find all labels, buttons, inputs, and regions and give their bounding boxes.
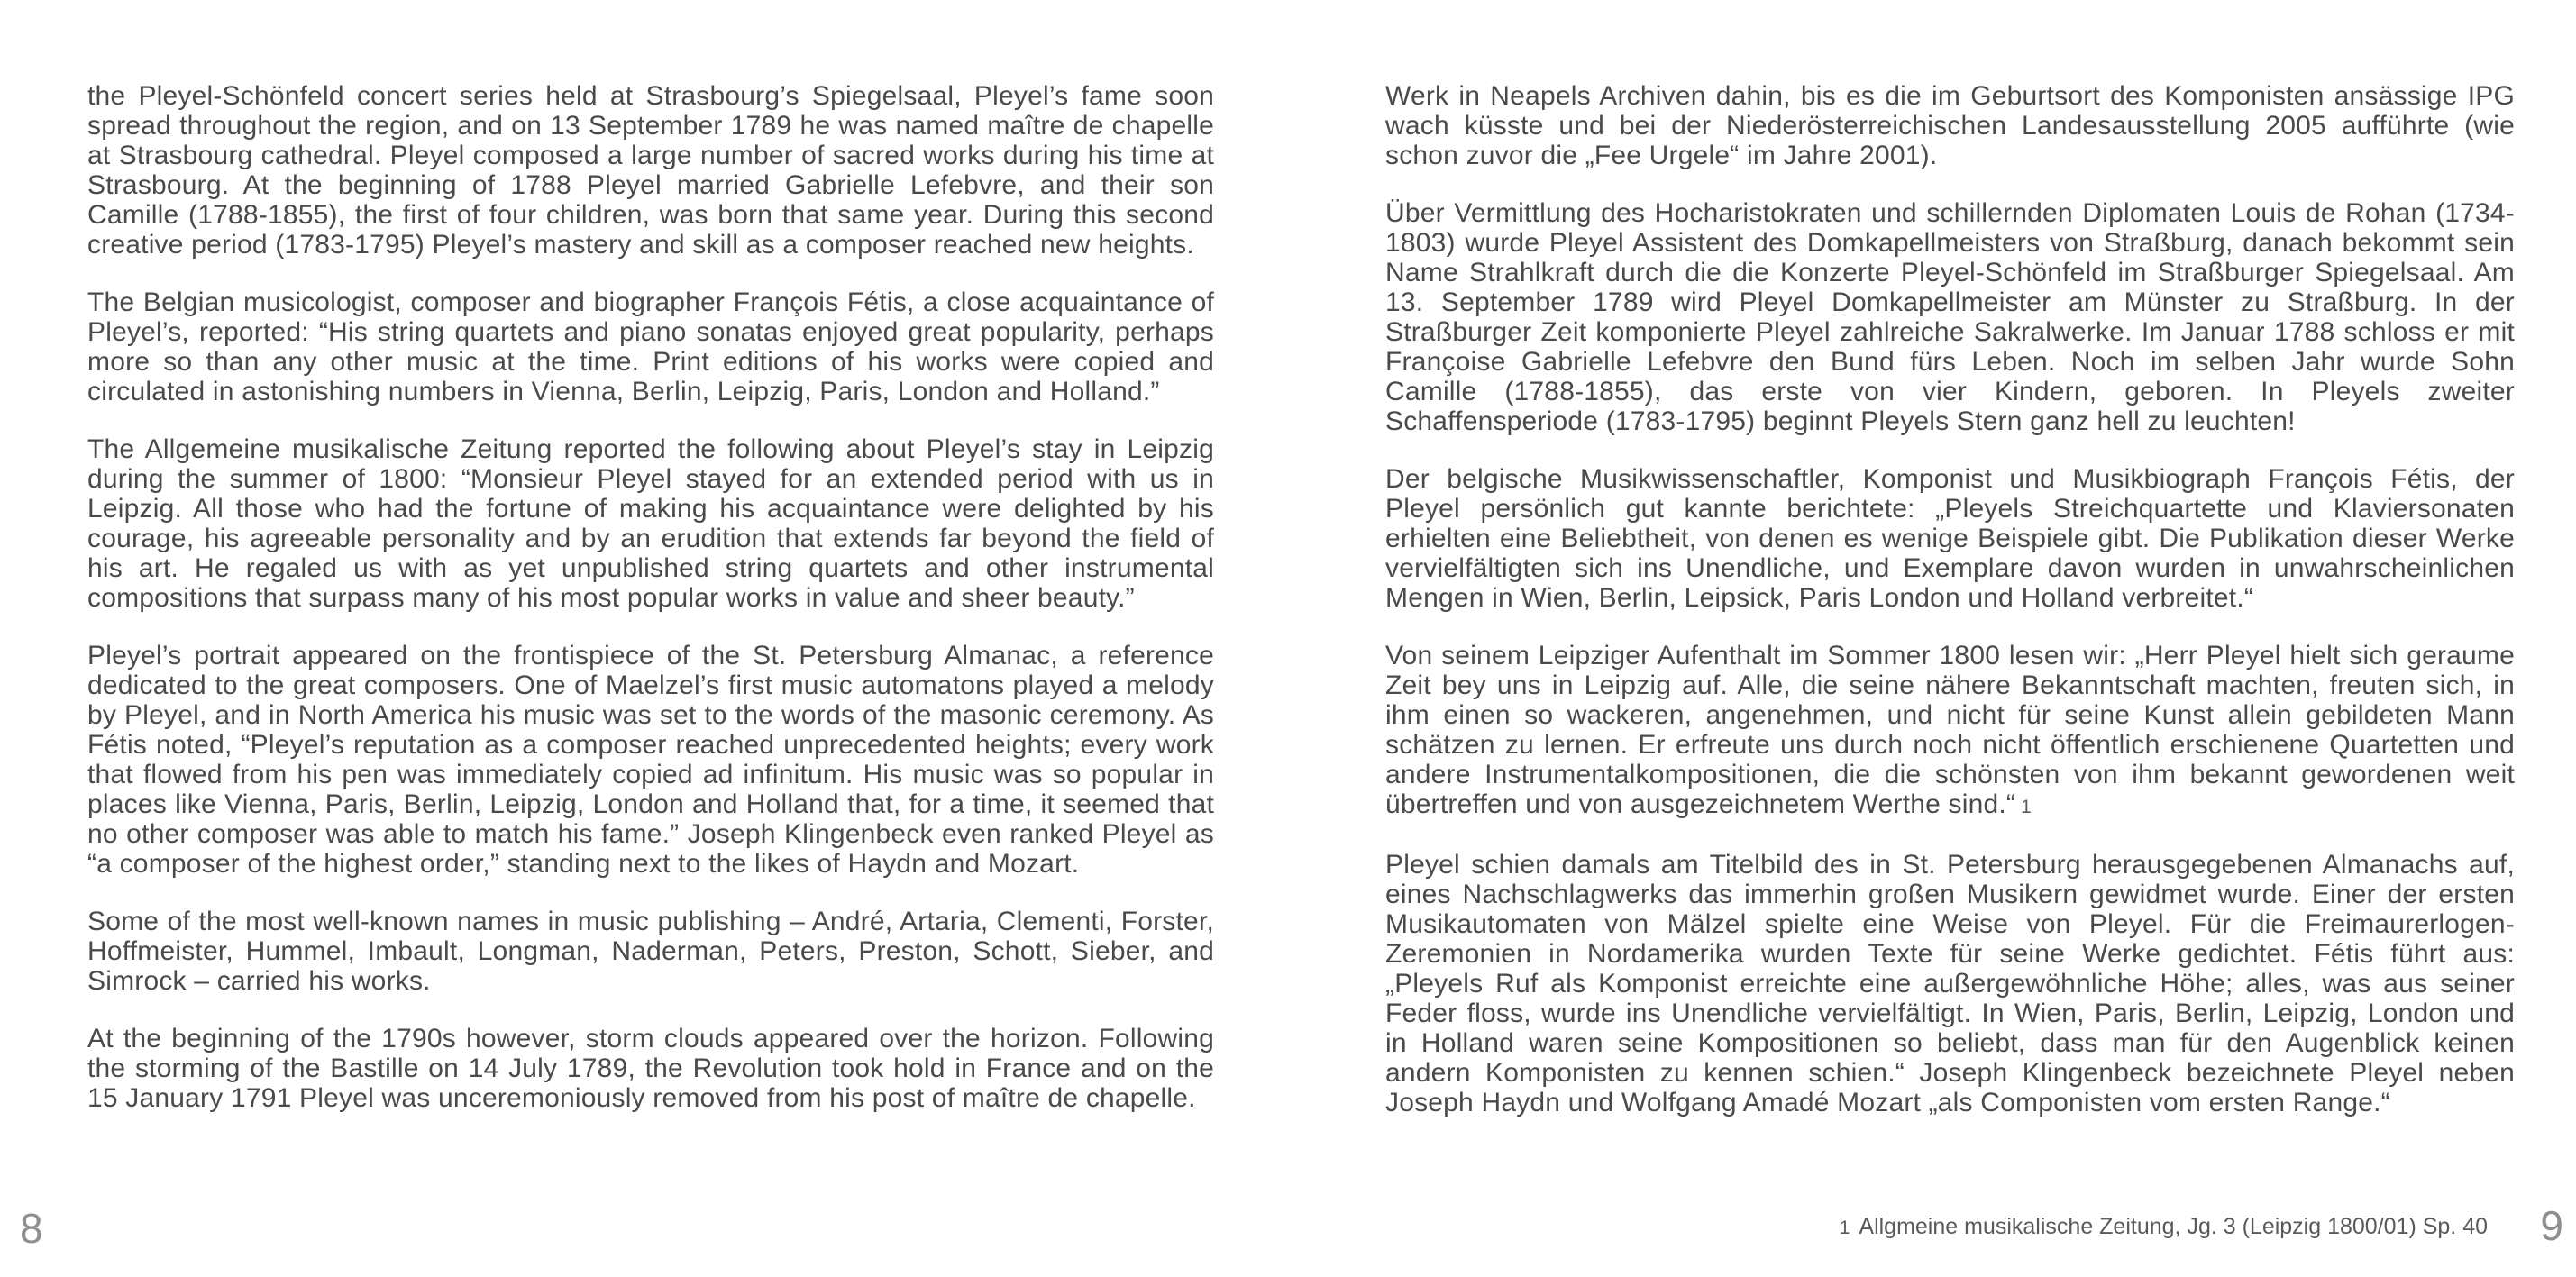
footnote	[1840, 1214, 2488, 1241]
right-text-column	[1385, 81, 2515, 1117]
paragraph-de-4	[1385, 641, 2515, 822]
footnote-text: Allgmeine musikalische Zeitung, Jg. 3 (Leipzig 1800/01) Sp. 40	[1859, 1214, 2488, 1239]
paragraph-en-2: The Belgian musicologist, composer and biographer François Fétis, a close acquaintance of Pleyel’s, reported: “His string quartets and piano sonatas enjoyed great popularity, perhaps more so than any other music at the time. Print editions of his works were copied and circulated in astonishing numbers in Vienna, Berlin, Leipzig, Paris, London and Holland.”	[87, 287, 1214, 406]
left-text-column	[87, 81, 1214, 1113]
paragraph-en-5: Some of the most well-known names in music publishing – André, Artaria, Clementi, Forster, Hoffmeister, Hummel, Imbault, Longman, Naderman, Peters, Preston, Schott, Sieber, and Simrock – carried his works.	[87, 907, 1214, 996]
paragraph-en-6: At the beginning of the 1790s however, storm clouds appeared over the horizon. Following the storming of the Bastille on 14 July 1789, the Revolution took hold in France and on the 15 January 1791 Pleyel was unceremoniously removed from his post of maître de chapelle.	[87, 1024, 1214, 1113]
footnote-reference: 1	[2021, 797, 2032, 817]
paragraph-de-5: Pleyel schien damals am Titelbild des in St. Petersburg herausgegebenen Almanachs auf, eines Nachschlagwerks das immerhin großen Musikern gewidmet wurde. Einer der ersten Musikautomaten von Mälzel spielte eine Weise von Pleyel. Für die Freimaurerlogen-Zeremonien in Nordamerika wurden Texte für seine Werke gedichtet. Fétis führt aus: „Pleyels Ruf als Komponist erreichte eine außergewöhnliche Höhe; alles, was aus seiner Feder floss, wurde ins Unendliche vervielfältigt. In Wien, Paris, Berlin, Leipzig, London und in Holland waren seine Kompositionen so beliebt, dass man für den Augenblick keinen andern Komponisten zu kennen schien.“ Joseph Klingenbeck bezeichnete Pleyel neben Joseph Haydn und Wolfgang Amadé Mozart „als Componisten vom ersten Range.“	[1385, 850, 2515, 1117]
page-number-left: 8	[20, 1205, 43, 1252]
paragraph-de-3: Der belgische Musikwissenschaftler, Komponist und Musikbiograph François Fétis, der Pleyel persönlich gut kannte berichtete: „Pleyels Streichquartette und Klaviersonaten erhielten eine Beliebtheit, von denen es wenige Beispiele gibt. Die Publikation dieser Werke vervielfältigten sich ins Unendliche, und Exemplare davon wurden in unwahrscheinlichen Mengen in Wien, Berlin, Leipsick, Paris London und Holland verbreitet.“	[1385, 464, 2515, 613]
paragraph-de-2: Über Vermittlung des Hocharistokraten und schillernden Diplomaten Louis de Rohan (1734-1803) wurde Pleyel Assistent des Domkapellmeisters von Straßburg, danach bekommt sein Name Strahlkraft durch die die Konzerte Pleyel-Schönfeld im Straßburger Spiegelsaal. Am 13. September 1789 wird Pleyel Domkapellmeister am Münster zu Straßburg. In der Straßburger Zeit komponierte Pleyel zahlreiche Sakralwerke. Im Januar 1788 schloss er mit Françoise Gabrielle Lefebvre den Bund fürs Leben. Noch im selben Jahr wurde Sohn Camille (1788-1855), das erste von vier Kindern, geboren. In Pleyels zweiter Schaffensperiode (1783-1795) beginnt Pleyels Stern ganz hell zu leuchten!	[1385, 198, 2515, 436]
paragraph-en-4: Pleyel’s portrait appeared on the frontispiece of the St. Petersburg Almanac, a reference dedicated to the great composers. One of Maelzel’s first music automatons played a melody by Pleyel, and in North America his music was set to the words of the masonic ceremony. As Fétis noted, “Pleyel’s reputation as a composer reached unprecedented heights; every work that flowed from his pen was immediately copied ad infinitum. His music was so popular in places like Vienna, Paris, Berlin, Leipzig, London and Holland that, for a time, it seemed that no other composer was able to match his fame.” Joseph Klingenbeck even ranked Pleyel as “a composer of the highest order,” standing next to the likes of Haydn and Mozart.	[87, 641, 1214, 879]
paragraph-de-1: Werk in Neapels Archiven dahin, bis es die im Geburtsort des Komponisten ansässige IPG wach küsste und bei der Niederösterreichischen Landesausstellung 2005 aufführte (wie schon zuvor die „Fee Urgele“ im Jahre 2001).	[1385, 81, 2515, 170]
paragraph-en-3: The Allgemeine musikalische Zeitung reported the following about Pleyel’s stay in Leipzig during the summer of 1800: “Monsieur Pleyel stayed for an extended period with us in Leipzig. All those who had the fortune of making his acquaintance were delighted by his courage, his agreeable personality and by an erudition that extends far beyond the field of his art. He regaled us with as yet unpublished string quartets and other instrumental compositions that surpass many of his most popular works in value and sheer beauty.”	[87, 434, 1214, 613]
footnote-marker: 1	[1839, 1218, 1850, 1238]
paragraph-en-1: the Pleyel-Schönfeld concert series held at Strasbourg’s Spiegelsaal, Pleyel’s fame soon spread throughout the region, and on 13 September 1789 he was named maître de chapelle at Strasbourg cathedral. Pleyel composed a large number of sacred works during his time at Strasbourg. At the beginning of 1788 Pleyel married Gabrielle Lefebvre, and their son Camille (1788-1855), the first of four children, was born that same year. During this second creative period (1783-1795) Pleyel’s mastery and skill as a composer reached new heights.	[87, 81, 1214, 260]
page-number-right: 9	[2540, 1202, 2563, 1249]
paragraph-de-4-text: Von seinem Leipziger Aufenthalt im Sommer 1800 lesen wir: „Herr Pleyel hielt sich geraume Zeit bey uns in Leipzig auf. Alle, die seine nähere Bekanntschaft machten, freuten sich, in ihm einen so wackeren, angenehmen, und nicht für seine Kunst allein gebildeten Mann schätzen zu lernen. Er erfreute uns durch noch nicht öffentlich erschienene Quartetten und andere Instrumentalkompositionen, die die schönsten von ihm bekannt gewordenen weit übertreffen und von ausgezeichnetem Werthe sind.“	[1385, 641, 2515, 819]
